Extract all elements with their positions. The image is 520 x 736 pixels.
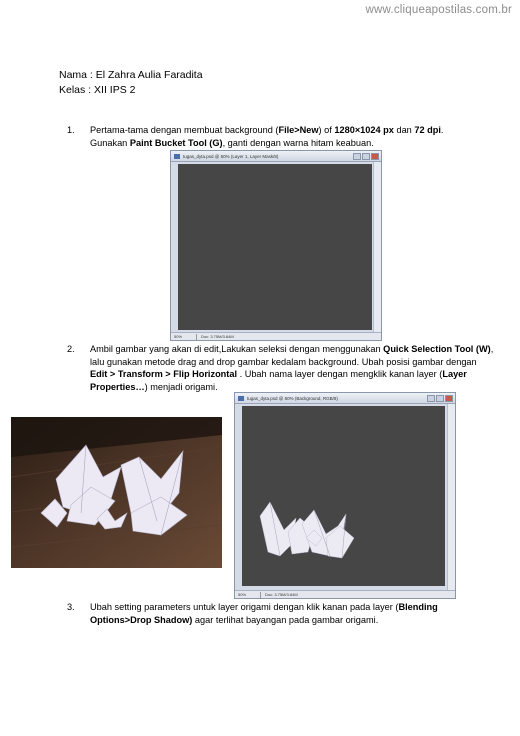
origami-photo [11, 417, 222, 568]
step-2-line-2: lalu gunakan metode drag and drop gambar kedalam background. Ubah posisi gambar dengan [90, 356, 477, 367]
close-icon [371, 153, 379, 160]
status-bar: 50% Doc: 3.75M/3.84M [171, 332, 381, 340]
step-1-line-2: Gunakan Paint Bucket Tool (G), ganti dengan warna hitam keabuan. [90, 137, 374, 148]
vertical-scrollbar [447, 404, 455, 590]
window-title-bar: tugas_dyta.psd @ 50% (Background, RGB/8) [235, 393, 455, 404]
student-class: Kelas : XII IPS 2 [59, 84, 136, 96]
origami-layer [242, 406, 445, 586]
step-1-line-1: Pertama-tama dengan membuat background (File>New) of 1280×1024 px dan 72 dpi. [90, 125, 444, 135]
vertical-scrollbar [373, 162, 381, 332]
step-2 [67, 343, 500, 393]
step-1 [67, 124, 490, 149]
close-icon [445, 395, 453, 402]
gray-canvas [178, 164, 372, 330]
step-2-line-4: Properties…) menjadi origami. [90, 381, 218, 392]
student-name: Nama : El Zahra Aulia Faradita [59, 69, 203, 81]
step-number: 1. [67, 125, 75, 135]
student-header [59, 68, 203, 98]
maximize-icon [436, 395, 444, 402]
photoshop-window-2 [234, 392, 456, 599]
maximize-icon [362, 153, 370, 160]
window-controls [427, 395, 453, 402]
minimize-icon [427, 395, 435, 402]
photoshop-window-1 [170, 150, 382, 341]
window-title-bar: tugas_dyta.psd @ 50% (Layer 1, Layer Mask/8) [171, 151, 381, 162]
origami-photo-image [11, 417, 222, 568]
step-2-line-1: Ambil gambar yang akan di edit,Lakukan seleksi dengan menggunakan Quick Selection Tool (W), [90, 344, 494, 354]
photoshop-icon [238, 396, 244, 401]
status-bar: 50% Doc: 3.75M/3.84M [235, 590, 455, 598]
step-3-line-1: Ubah setting parameters untuk layer origami dengan klik kanan pada layer (Blending [90, 602, 438, 612]
site-watermark: www.cliqueapostilas.com.br [365, 4, 512, 16]
step-2-line-3: Edit > Transform > Flip Horizontal . Ubah nama layer dengan mengklik kanan layer (Layer [90, 369, 467, 380]
photoshop-icon [174, 154, 180, 159]
step-3-line-2: Options>Drop Shadow) agar terlihat bayangan pada gambar origami. [90, 614, 379, 625]
step-number: 2. [67, 344, 75, 354]
window-controls [353, 153, 379, 160]
minimize-icon [353, 153, 361, 160]
step-3 [67, 601, 500, 626]
gray-canvas [242, 406, 445, 586]
step-number: 3. [67, 602, 75, 612]
